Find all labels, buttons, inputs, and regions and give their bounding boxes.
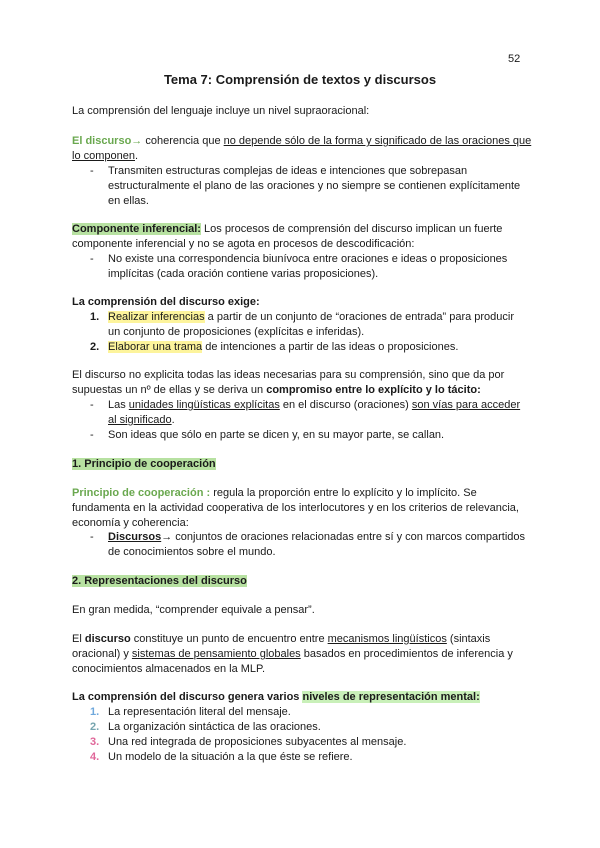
explicita-bullet	[108, 398, 528, 428]
exige-item-text: de intenciones a partir de las ideas o proposiciones.	[202, 341, 459, 353]
page-title: Tema 7: Comprensión de textos y discursos	[163, 72, 437, 87]
discursos-text: conjuntos de oraciones relacionadas entre sí y con marcos compartidos de conocimientos sobre el mundo.	[108, 531, 525, 558]
inferencial-bullet: No existe una correspondencia biunívoca entre oraciones e ideas o proposiciones implícitas (cada oración contiene varias proposiciones).	[108, 253, 508, 280]
explicita-bold: compromiso entre lo explícito y lo tácito:	[266, 384, 481, 396]
arrow-icon: →	[131, 135, 143, 147]
list-item: Un modelo de la situación a la que éste se refiere.	[108, 751, 353, 763]
underlined-text: son vías para acceder al significado	[108, 399, 521, 426]
exige-heading: La comprensión del discurso exige:	[72, 296, 260, 308]
text: en el discurso (oraciones)	[279, 399, 412, 411]
list-item: La representación literal del mensaje.	[108, 706, 291, 718]
list-item: Una red integrada de proposiciones subyacentes al mensaje.	[108, 736, 407, 748]
section-heading	[72, 574, 532, 589]
discurso-bullet: Transmiten estructuras complejas de ideas e intenciones que sobrepasan estructuralmente el plano de las oraciones y no siempre se contienen explícitamente en ellas.	[108, 165, 521, 207]
bullet-dash: -	[90, 429, 94, 441]
cooperacion-term: Principio de cooperación :	[72, 487, 211, 499]
discurso-term: El discurso	[72, 135, 132, 147]
explicita-bullet: Son ideas que sólo en parte se dicen y, en su mayor parte, se callan.	[108, 429, 445, 441]
bullet-dash: -	[90, 165, 94, 177]
list-number: 3.	[90, 736, 100, 748]
underlined-text: sistemas de pensamiento globales	[131, 648, 301, 660]
underlined-text: unidades lingüísticas explícitas	[128, 399, 280, 411]
exige-item-highlight: Realizar inferencias	[108, 311, 205, 323]
cooperacion-text: regula la proporción entre lo explícito y lo implícito. Se fundamenta en la actividad cooperativa de los interlocutores y en los criterios de relevancia, economía y coherencia:	[72, 487, 519, 529]
text: Las	[108, 399, 129, 411]
section-heading-text: 1. Principio de cooperación	[72, 458, 216, 470]
inferencial-term: Componente inferencial:	[72, 223, 201, 235]
section-heading-text: 2. Representaciones del discurso	[72, 575, 247, 587]
discurso-underlined: no depende sólo de la forma y significado de las oraciones que lo componen	[72, 135, 532, 162]
list-number: 2.	[90, 721, 100, 733]
section-heading	[72, 457, 532, 472]
discurso-period: .	[135, 150, 139, 162]
text: (sintaxis oracional) y	[72, 633, 491, 660]
discursos-term: Discursos	[108, 531, 162, 543]
text: .	[171, 414, 175, 426]
text: basados en procedimientos de inferencia y conocimientos almacenados en la MLP.	[72, 648, 513, 675]
cooperacion-paragraph	[72, 486, 532, 531]
page-number: 52	[508, 53, 521, 65]
exige-item	[108, 340, 528, 355]
exige-item	[108, 310, 528, 340]
bullet-dash: -	[90, 531, 94, 543]
intro-paragraph: La comprensión del lenguaje incluye un nivel supraoracional:	[72, 105, 370, 117]
discurso-paragraph	[72, 134, 532, 164]
exige-item-text: a partir de un conjunto de “oraciones de entrada” para producir un conjunto de proposiciones (explícitas e inferidas).	[108, 311, 515, 338]
underlined-text: mecanismos lingüísticos	[327, 633, 447, 645]
bold-text: discurso	[84, 633, 131, 645]
text: constituye un punto de encuentro entre	[130, 633, 328, 645]
bullet-dash: -	[90, 253, 94, 265]
discurso-text: coherencia que	[142, 135, 224, 147]
niveles-heading	[72, 690, 532, 705]
list-number: 1.	[90, 706, 100, 718]
explicita-paragraph	[72, 368, 532, 398]
exige-item-number: 1.	[90, 311, 100, 323]
explicita-text: El discurso no explicita todas las ideas necesarias para su comprensión, sino que da por supuestas un nº de ellas y se deriva un	[72, 369, 505, 396]
inferencial-text: Los procesos de comprensión del discurso implican un fuerte componente inferencial y no se agota en procesos de descodificación:	[72, 223, 503, 250]
text: La comprensión del discurso genera varios	[72, 691, 303, 703]
exige-item-number: 2.	[90, 341, 100, 353]
arrow-icon: →	[161, 531, 173, 543]
text: El	[72, 633, 85, 645]
list-item: La organización sintáctica de las oraciones.	[108, 721, 321, 733]
inferencial-paragraph	[72, 222, 532, 252]
quote-paragraph: En gran medida, “comprender equivale a pensar”.	[72, 604, 315, 616]
discursos-bullet	[108, 530, 528, 560]
discurso-encuentro-paragraph	[72, 632, 532, 677]
highlighted-text: niveles de representación mental:	[302, 691, 480, 703]
list-number: 4.	[90, 751, 100, 763]
bullet-dash: -	[90, 399, 94, 411]
exige-item-highlight: Elaborar una trama	[108, 341, 203, 353]
